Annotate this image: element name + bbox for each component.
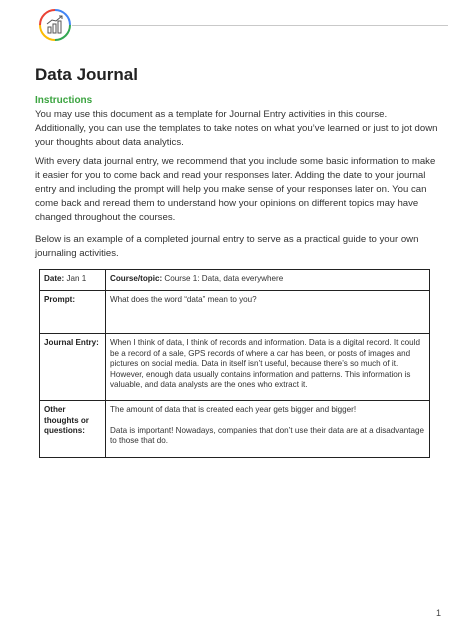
table-row-prompt (40, 291, 430, 334)
instructions-paragraph-3: Below is an example of a completed journal entry to serve as a practical guide to your own journaling activities. (35, 234, 419, 259)
other-thoughts-cell (106, 401, 430, 458)
page-number: 1 (436, 608, 442, 618)
table-row-header (40, 270, 430, 291)
table-row-other-thoughts (40, 401, 430, 458)
journal-entry-table (39, 269, 430, 458)
course-label: Course/topic: (110, 274, 163, 283)
journal-entry-label: Journal Entry: (40, 334, 106, 401)
prompt-label: Prompt: (40, 291, 106, 334)
prompt-value: What does the word “data” mean to you? (106, 291, 430, 334)
other-thoughts-line-1: The amount of data that is created each year gets bigger and bigger! (110, 405, 357, 414)
header-divider (72, 25, 448, 26)
date-label: Date: (44, 274, 65, 283)
date-cell (40, 270, 106, 291)
course-value: Course 1: Data, data everywhere (162, 274, 284, 283)
table-row-journal-entry (40, 334, 430, 401)
course-cell (106, 270, 430, 291)
other-thoughts-line-2: Data is important! Nowadays, companies that don’t use their data are at a disadvantage to those that do. (110, 425, 425, 446)
instructions-paragraph-1: You may use this document as a template for Journal Entry activities in this course. Additionally, you can use the templates to take notes on what you’ve learned or just to jot down your thoughts about data analytics. (35, 109, 438, 148)
logo-icon (38, 8, 72, 42)
date-value: Jan 1 (64, 274, 87, 283)
journal-entry-value: When I think of data, I think of records and information. Data is a digital record. It could be a record of a sale, GPS records of where a car has been, or posts of images and pictures on social media. Data in itself isn’t useful, because there’s so much of it. However, enough data usually contains information and patterns. This information is valuable, and data analysts are the ones who extract it. (106, 334, 430, 401)
instructions-paragraph-2: With every data journal entry, we recommend that you include some basic information to make it easier for you to come back and read your responses later. Adding the date to your journal entry and including the prompt will help you make sense of your responses later on. You can come back and reread them to understand how your opinions on different topics may have changed throughout the courses. (35, 156, 436, 223)
instructions-heading: Instructions (35, 95, 93, 106)
other-thoughts-label: Other thoughts or questions: (40, 401, 106, 458)
page-title: Data Journal (35, 65, 138, 84)
